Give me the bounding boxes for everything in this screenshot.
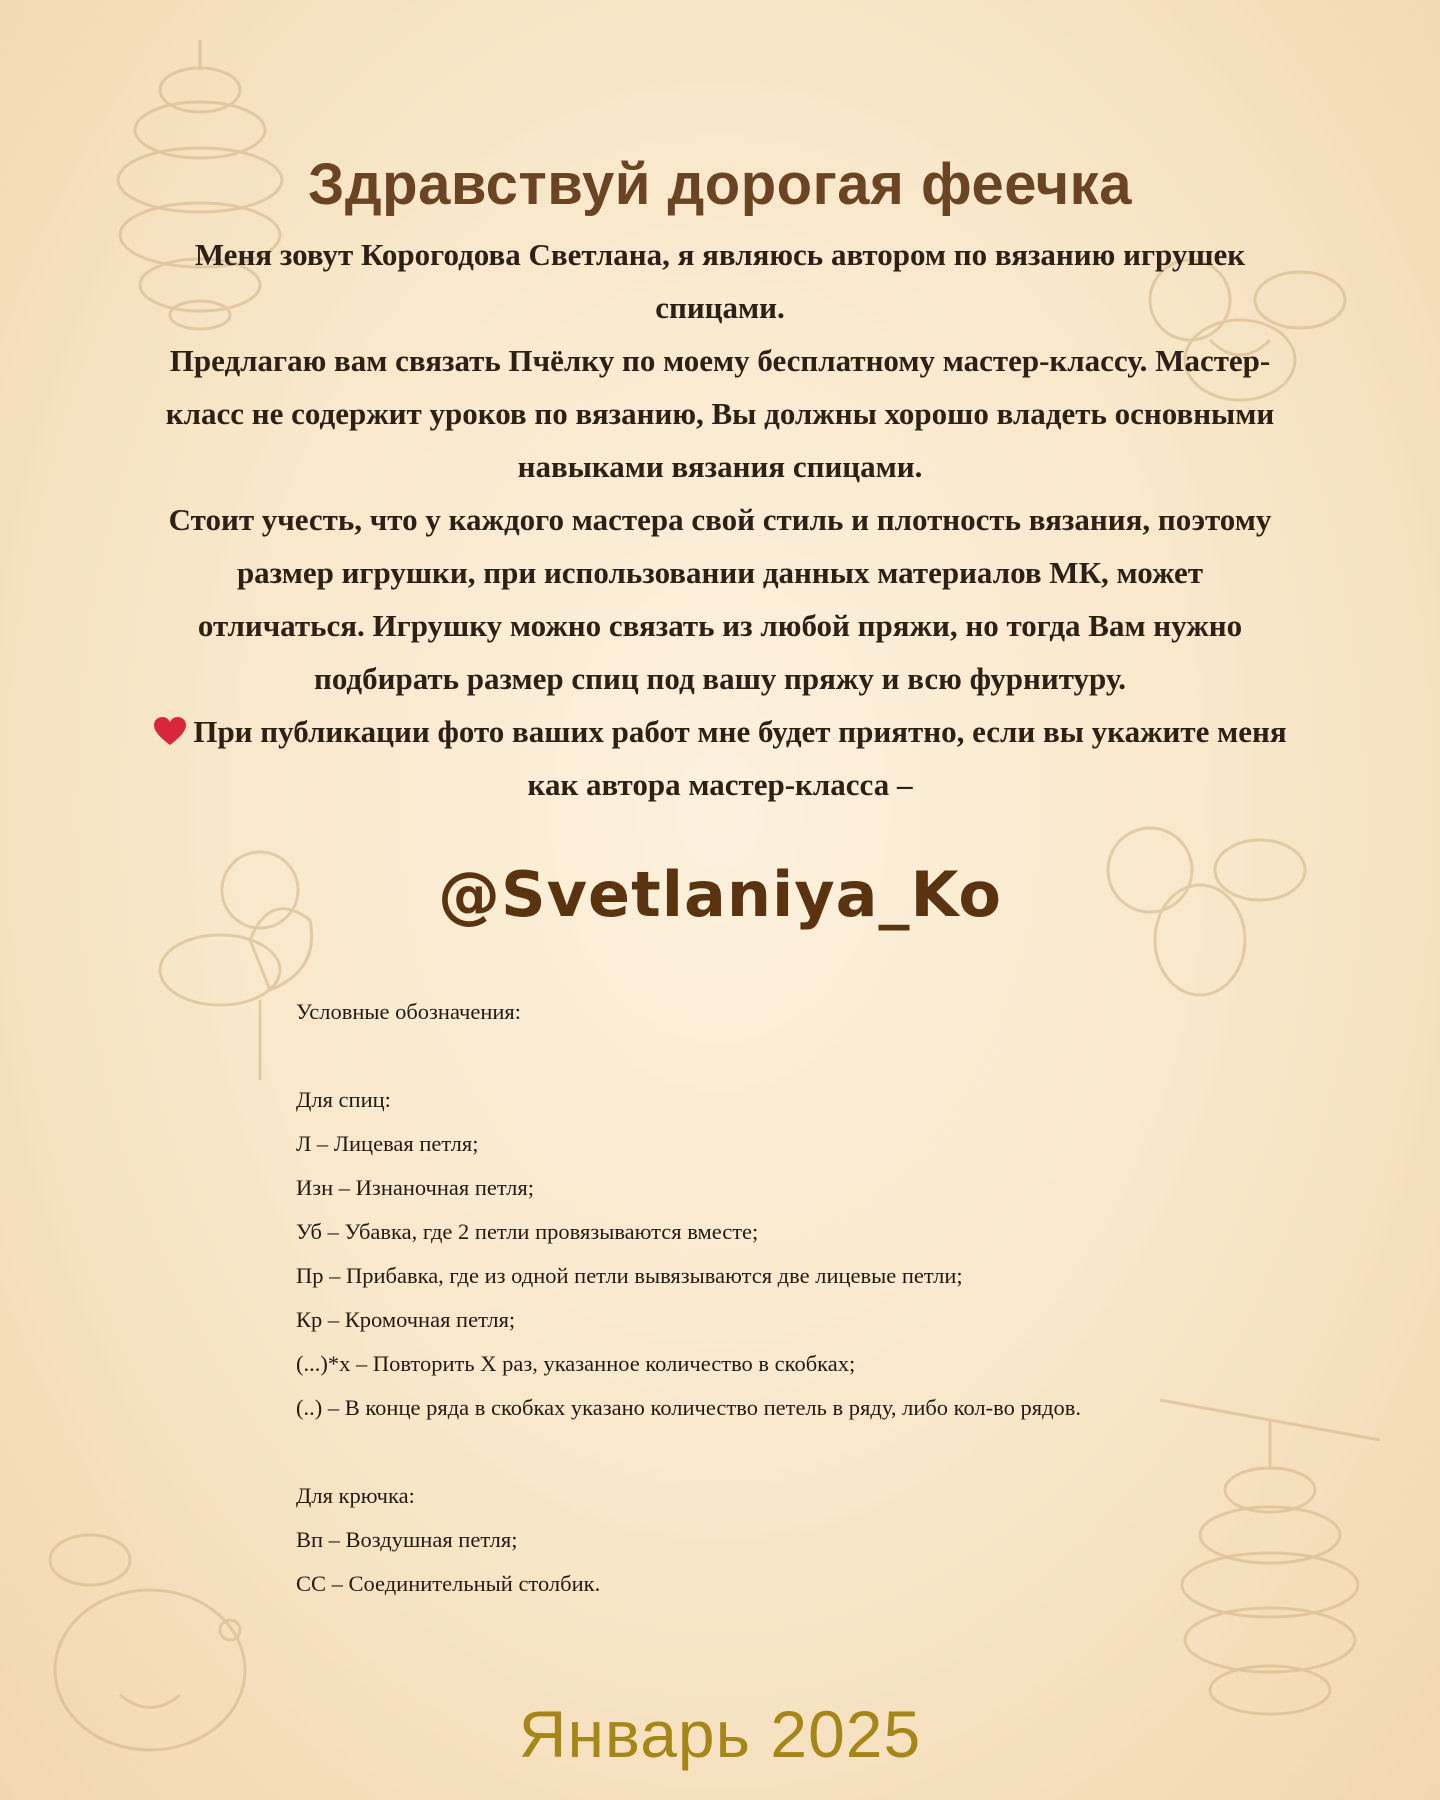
legend-item: Л – Лицевая петля; (296, 1131, 479, 1156)
legend-item: (..) – В конце ряда в скобках указано количество петель в ряду, либо кол-во рядов. (296, 1395, 1082, 1420)
footer-date: Январь 2025 (518, 1697, 922, 1771)
legend-title: Условные обозначения: (296, 999, 522, 1024)
needles-title: Для спиц: (296, 1087, 391, 1112)
legend-item: Вп – Воздушная петля; (296, 1527, 518, 1552)
legend-item: Изн – Изнаночная петля; (296, 1175, 534, 1200)
legend-section (296, 990, 1256, 1606)
heart-icon (153, 716, 187, 746)
hook-title: Для крючка: (296, 1483, 415, 1508)
intro-paragraph-credit (150, 705, 1290, 811)
author-handle: @Svetlaniya_Ko (437, 858, 1003, 931)
legend-item: СС – Соединительный столбик. (296, 1571, 601, 1596)
page-title: Здравствуй дорогая феечка (308, 151, 1132, 217)
intro-paragraph-note: Стоит учесть, что у каждого мастера свой стиль и плотность вязания, поэтому размер игрушки, при использовании данных материалов МК, может отличаться. Игрушку можно связать из любой пряжи, но тогда Вам нужно подбирать размер спиц под вашу пряжу и всю фурнитуру. (168, 502, 1272, 696)
credit-text: При публикации фото ваших работ мне будет приятно, если вы укажите меня как автора мастер-класса – (193, 714, 1287, 802)
intro-paragraph-author: Меня зовут Корогодова Светлана, я являюсь автором по вязанию игрушек спицами. (194, 237, 1246, 325)
legend-item: (...)*х – Повторить Х раз, указанное количество в скобках; (296, 1351, 856, 1376)
legend-item: Кр – Кромочная петля; (296, 1307, 516, 1332)
legend-item: Уб – Убавка, где 2 петли провязываются вместе; (296, 1219, 759, 1244)
legend-item: Пр – Прибавка, где из одной петли вывязываются две лицевые петли; (296, 1263, 963, 1288)
intro-section (150, 228, 1290, 811)
intro-paragraph-offer: Предлагаю вам связать Пчёлку по моему бесплатному мастер-классу. Мастер-класс не содержит уроков по вязанию, Вы должны хорошо владеть основными навыками вязания спицами. (165, 343, 1275, 484)
